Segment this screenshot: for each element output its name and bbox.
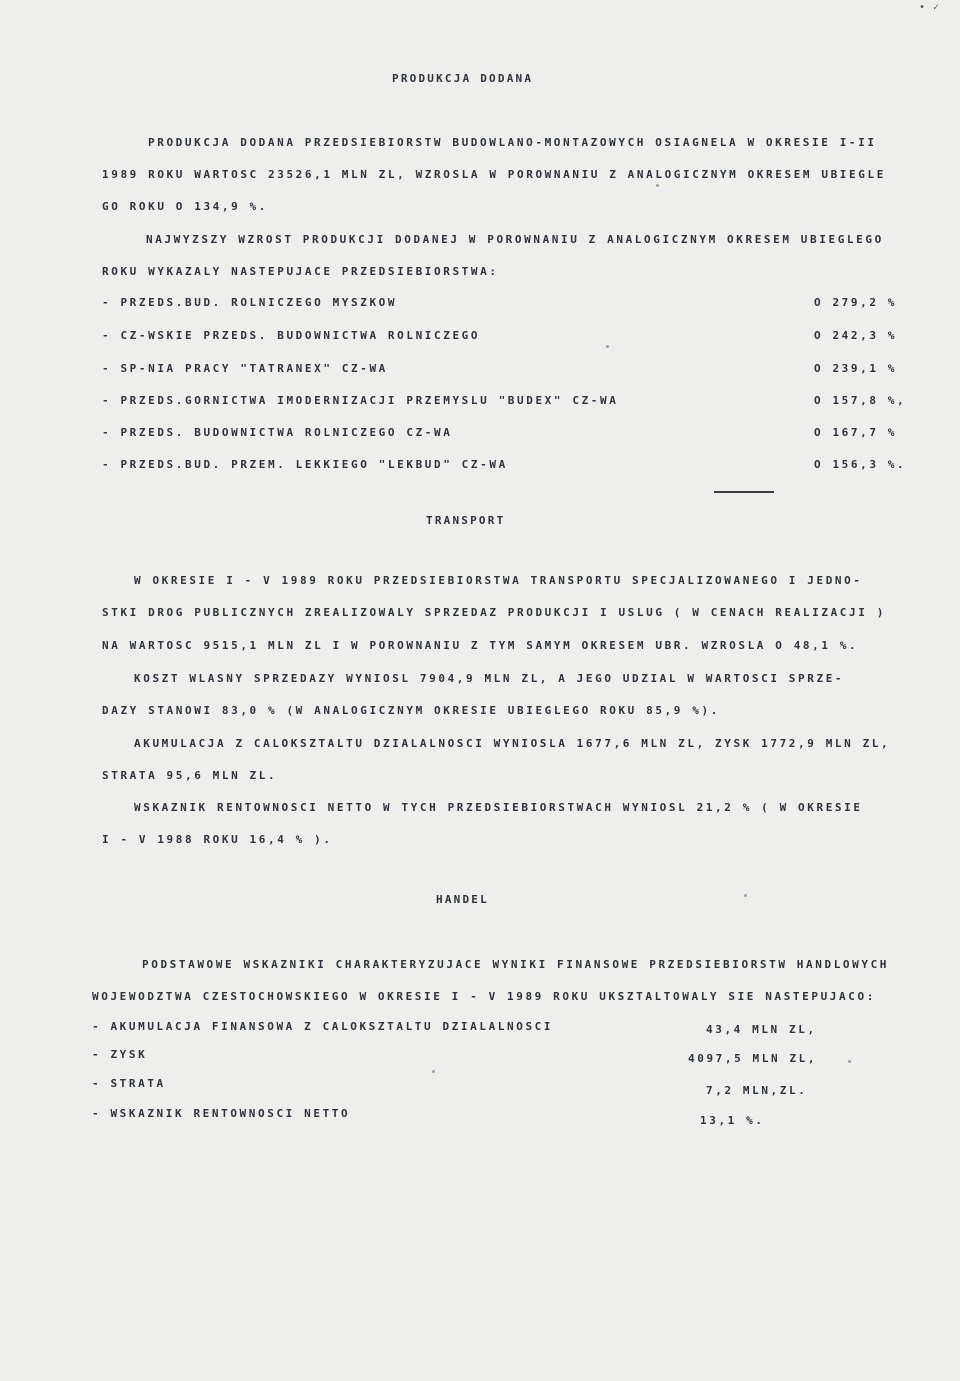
scan-speck (744, 894, 747, 897)
transport-line-1: W OKRESIE I - V 1989 ROKU PRZEDSIEBIORSTWA TRANSPORTU SPECJALIZOWANEGO I JEDNO- (134, 574, 863, 587)
section-divider (714, 491, 774, 493)
handel-item-name: - STRATA (92, 1077, 166, 1090)
produkcja-p1-line-3: GO ROKU O 134,9 %. (102, 200, 269, 213)
scan-speck (606, 345, 609, 348)
transport-line-7: STRATA 95,6 MLN ZL. (102, 769, 278, 782)
section-title-handel: HANDEL (436, 893, 489, 906)
produkcja-item-name: - PRZEDS.BUD. ROLNICZEGO MYSZKOW (102, 296, 398, 309)
produkcja-item-value: O 157,8 %, (814, 394, 907, 407)
transport-line-3: NA WARTOSC 9515,1 MLN ZL I W POROWNANIU Z TYM SAMYM OKRESEM UBR. WZROSLA O 48,1 %. (102, 639, 859, 652)
transport-line-5: DAZY STANOWI 83,0 % (W ANALOGICZNYM OKRESIE UBIEGLEGO ROKU 85,9 %). (102, 704, 720, 717)
section-title-produkcja: PRODUKCJA DODANA (392, 72, 534, 85)
handel-item-value: 4097,5 MLN ZL, (688, 1052, 818, 1065)
produkcja-item-name: - PRZEDS.GORNICTWA IMODERNIZACJI PRZEMYSLU "BUDEX" CZ-WA (102, 394, 619, 407)
corner-mark: • ✓ (918, 2, 940, 13)
scan-speck (848, 1060, 851, 1063)
section-title-transport: TRANSPORT (426, 514, 506, 527)
produkcja-item-value: O 167,7 % (814, 426, 898, 439)
transport-line-6: AKUMULACJA Z CALOKSZTALTU DZIALALNOSCI WYNIOSLA 1677,6 MLN ZL, ZYSK 1772,9 MLN ZL, (134, 737, 891, 750)
handel-item-value: 13,1 %. (700, 1114, 765, 1127)
scan-speck (432, 1070, 435, 1073)
produkcja-item-value: O 156,3 %. (814, 458, 907, 471)
produkcja-item-name: - CZ-WSKIE PRZEDS. BUDOWNICTWA ROLNICZEGO (102, 329, 481, 342)
handel-item-value: 7,2 MLN,ZL. (706, 1084, 808, 1097)
handel-line-2: WOJEWODZTWA CZESTOCHOWSKIEGO W OKRESIE I - V 1989 ROKU UKSZTALTOWALY SIE NASTEPUJACO: (92, 990, 876, 1003)
produkcja-p2-line-2: ROKU WYKAZALY NASTEPUJACE PRZEDSIEBIORSTWA: (102, 265, 499, 278)
produkcja-item-value: O 279,2 % (814, 296, 898, 309)
handel-line-1: PODSTAWOWE WSKAZNIKI CHARAKTERYZUJACE WYNIKI FINANSOWE PRZEDSIEBIORSTW HANDLOWYCH (142, 958, 890, 971)
handel-item-name: - WSKAZNIK RENTOWNOSCI NETTO (92, 1107, 351, 1120)
transport-line-9: I - V 1988 ROKU 16,4 % ). (102, 833, 333, 846)
produkcja-item-name: - PRZEDS. BUDOWNICTWA ROLNICZEGO CZ-WA (102, 426, 453, 439)
scan-speck (656, 184, 659, 187)
produkcja-item-value: O 239,1 % (814, 362, 898, 375)
produkcja-p1-line-2: 1989 ROKU WARTOSC 23526,1 MLN ZL, WZROSLA W POROWNANIU Z ANALOGICZNYM OKRESEM UBIEGLE (102, 168, 886, 181)
handel-item-name: - ZYSK (92, 1048, 148, 1061)
produkcja-item-value: O 242,3 % (814, 329, 898, 342)
transport-line-8: WSKAZNIK RENTOWNOSCI NETTO W TYCH PRZEDSIEBIORSTWACH WYNIOSL 21,2 % ( W OKRESIE (134, 801, 863, 814)
transport-line-2: STKI DROG PUBLICZNYCH ZREALIZOWALY SPRZEDAZ PRODUKCJI I USLUG ( W CENACH REALIZACJI ) (102, 606, 886, 619)
handel-item-value: 43,4 MLN ZL, (706, 1023, 817, 1036)
produkcja-item-name: - PRZEDS.BUD. PRZEM. LEKKIEGO "LEKBUD" CZ-WA (102, 458, 508, 471)
transport-line-4: KOSZT WLASNY SPRZEDAZY WYNIOSL 7904,9 MLN ZL, A JEGO UDZIAL W WARTOSCI SPRZE- (134, 672, 845, 685)
produkcja-p2-line-1: NAJWYZSZY WZROST PRODUKCJI DODANEJ W POROWNANIU Z ANALOGICZNYM OKRESEM UBIEGLEGO (146, 233, 884, 246)
produkcja-item-name: - SP-NIA PRACY "TATRANEX" CZ-WA (102, 362, 388, 375)
handel-item-name: - AKUMULACJA FINANSOWA Z CALOKSZTALTU DZIALALNOSCI (92, 1020, 554, 1033)
produkcja-p1-line-1: PRODUKCJA DODANA PRZEDSIEBIORSTW BUDOWLANO-MONTAZOWYCH OSIAGNELA W OKRESIE I-II (148, 136, 877, 149)
